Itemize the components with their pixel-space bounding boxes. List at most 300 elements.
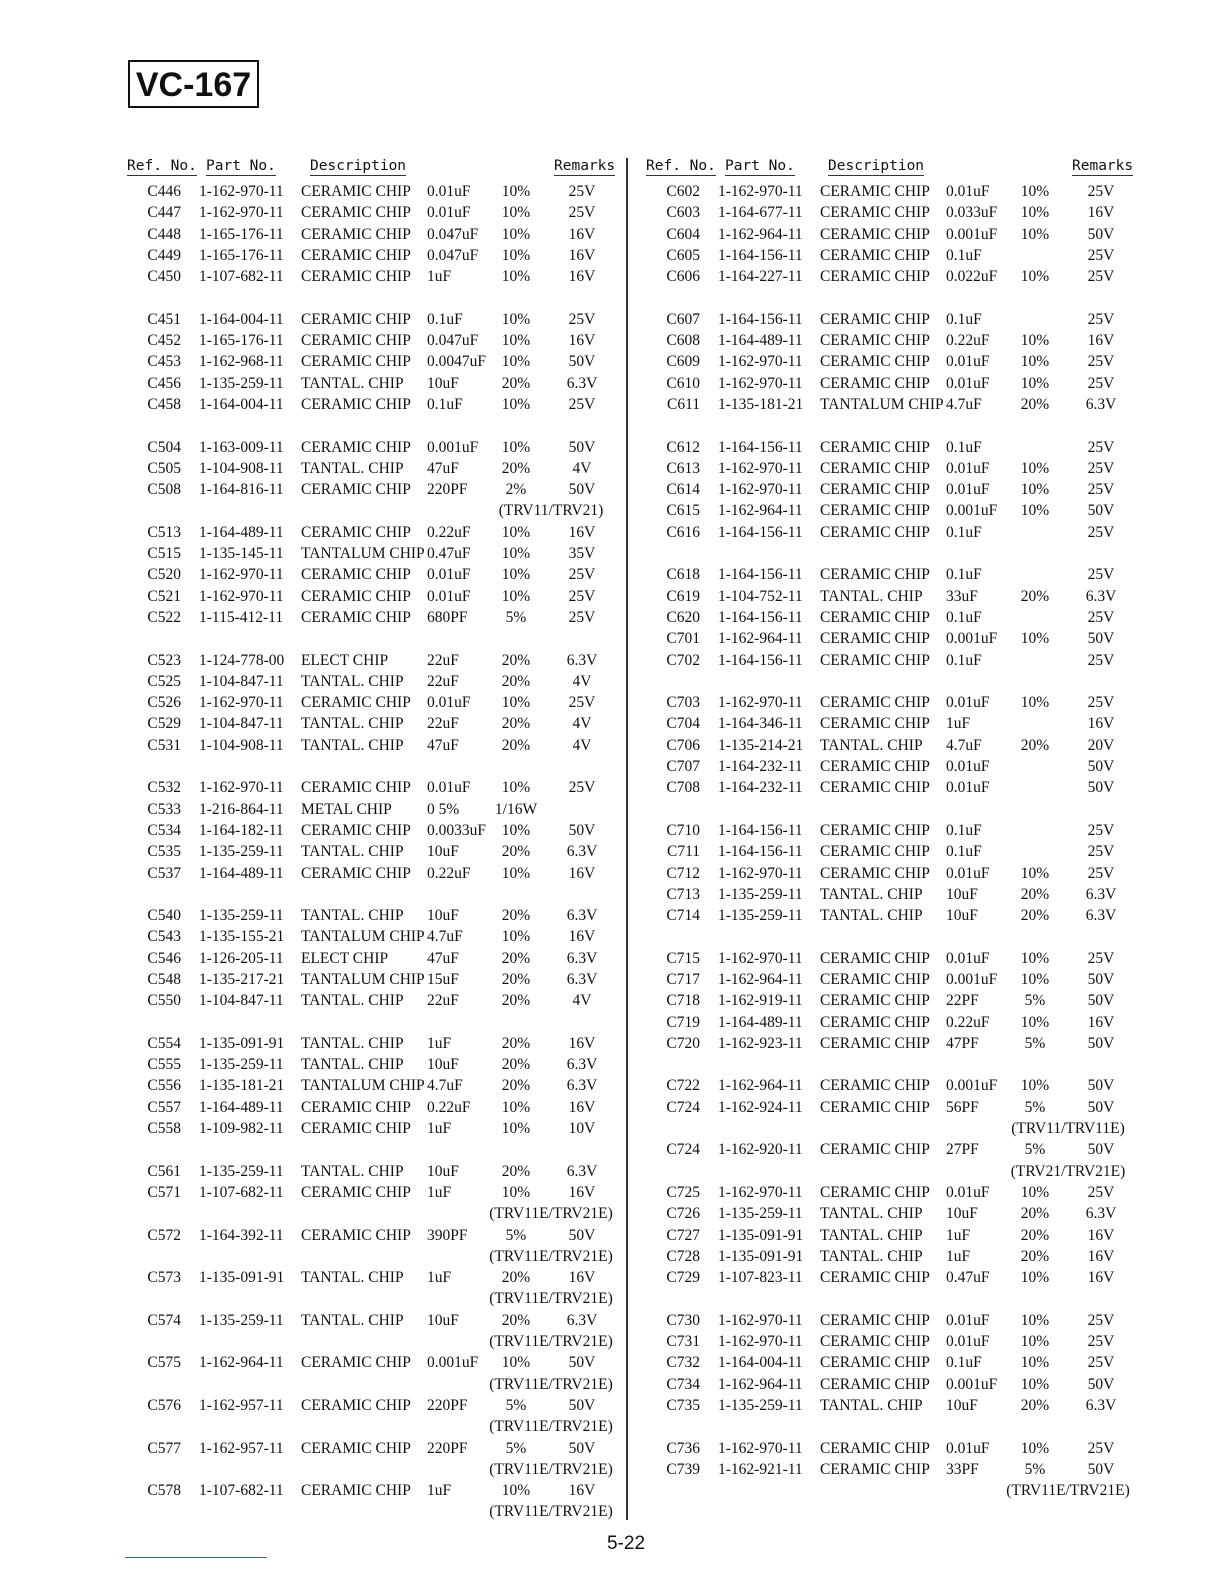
- ref-number: C557: [147, 1098, 181, 1116]
- tolerance: 10%: [1020, 1269, 1050, 1287]
- tolerance: 10%: [1020, 630, 1050, 648]
- description: TANTAL. CHIP: [301, 1269, 404, 1287]
- table-row: [127, 544, 617, 565]
- voltage: 6.3V: [566, 651, 598, 669]
- voltage: 50V: [1087, 779, 1115, 797]
- voltage: 25V: [1087, 1333, 1115, 1351]
- tolerance: 10%: [501, 587, 531, 605]
- value: 0.1uF: [946, 821, 982, 839]
- description: TANTAL. CHIP: [301, 459, 404, 477]
- part-number: 1-135-181-21: [199, 1077, 285, 1095]
- table-row: [646, 1311, 1136, 1332]
- header-remarks: Remarks: [554, 158, 616, 174]
- description: CERAMIC CHIP: [301, 481, 411, 499]
- remark-note: [127, 1417, 617, 1438]
- ref-number: C728: [666, 1247, 700, 1265]
- description: CERAMIC CHIP: [301, 1120, 411, 1138]
- description: CERAMIC CHIP: [820, 1077, 930, 1095]
- part-number: 1-135-214-21: [718, 736, 804, 754]
- ref-number: C447: [147, 204, 181, 222]
- row-spacer: [127, 885, 617, 906]
- tolerance: 10%: [1020, 970, 1050, 988]
- description: TANTALUM CHIP: [301, 545, 425, 563]
- part-number: 1-104-752-11: [718, 587, 803, 605]
- description: TANTAL. CHIP: [820, 885, 923, 903]
- table-row: [646, 991, 1136, 1012]
- tolerance: 5%: [505, 608, 527, 626]
- part-number: 1-162-921-11: [718, 1460, 803, 1478]
- value: 0.01uF: [946, 459, 990, 477]
- part-number: 1-163-009-11: [199, 438, 284, 456]
- voltage: 50V: [1087, 992, 1115, 1010]
- tolerance: 5%: [1024, 1034, 1046, 1052]
- ref-number: C618: [666, 566, 700, 584]
- table-row: [646, 225, 1136, 246]
- header-remarks: Remarks: [1072, 158, 1134, 174]
- tolerance: 10%: [1020, 864, 1050, 882]
- tolerance: 20%: [501, 736, 531, 754]
- tolerance: 10%: [501, 779, 531, 797]
- description: CERAMIC CHIP: [301, 183, 411, 200]
- voltage: 25V: [1087, 246, 1115, 264]
- part-number: 1-164-156-11: [718, 246, 803, 264]
- part-number: 1-162-920-11: [718, 1141, 803, 1159]
- ref-number: C734: [666, 1375, 700, 1393]
- table-row: [127, 523, 617, 544]
- table-row: [127, 182, 617, 203]
- part-number: 1-165-176-11: [199, 225, 284, 243]
- tolerance: 20%: [501, 970, 531, 988]
- value: 0.01uF: [946, 1311, 990, 1329]
- ref-number: C543: [147, 928, 181, 946]
- ref-number: C735: [666, 1396, 700, 1414]
- description: TANTAL. CHIP: [301, 1162, 404, 1180]
- table-row: [646, 565, 1136, 586]
- voltage: 25V: [1087, 864, 1115, 882]
- tolerance: 20%: [1020, 395, 1050, 413]
- description: CERAMIC CHIP: [820, 1013, 930, 1031]
- tolerance: 10%: [501, 694, 531, 712]
- part-number: 1-164-004-11: [718, 1354, 803, 1372]
- voltage: 25V: [1087, 523, 1115, 541]
- description: CERAMIC CHIP: [301, 1396, 411, 1414]
- voltage: 50V: [568, 481, 596, 499]
- description: CERAMIC CHIP: [820, 183, 930, 200]
- model-title: VC-167: [128, 60, 259, 108]
- value: 22uF: [427, 992, 459, 1010]
- header-description: Description: [310, 158, 407, 174]
- table-row: [127, 225, 617, 246]
- row-spacer: [646, 672, 1136, 693]
- tolerance: 10%: [501, 438, 531, 456]
- part-number: 1-109-982-11: [199, 1120, 284, 1138]
- parts-list-left: [127, 155, 617, 1524]
- part-number: 1-164-182-11: [199, 821, 284, 839]
- value: 0.22uF: [946, 332, 990, 350]
- part-number: 1-164-156-11: [718, 651, 803, 669]
- voltage: 50V: [1087, 1375, 1115, 1393]
- table-row: [127, 310, 617, 331]
- ref-number: C537: [147, 864, 181, 882]
- ref-number: C603: [666, 204, 700, 222]
- part-number: 1-162-957-11: [199, 1439, 284, 1457]
- remark-note: [646, 1119, 1136, 1140]
- value: 0.047uF: [427, 246, 479, 264]
- tolerance: 10%: [501, 225, 531, 243]
- ref-number: C529: [147, 715, 181, 733]
- table-row: [646, 523, 1136, 544]
- description: TANTAL. CHIP: [820, 1226, 923, 1244]
- part-number: 1-135-259-11: [199, 1162, 284, 1180]
- table-row: [127, 203, 617, 224]
- ref-number: C522: [147, 608, 181, 626]
- value: 0.47uF: [946, 1269, 990, 1287]
- remark-note: [127, 1332, 617, 1353]
- part-number: 1-162-968-11: [199, 353, 284, 371]
- tolerance: 10%: [1020, 183, 1050, 200]
- table-row: [127, 864, 617, 885]
- table-row: [127, 1119, 617, 1140]
- voltage: 16V: [1087, 1013, 1115, 1031]
- value: 0.1uF: [946, 246, 982, 264]
- tolerance: 10%: [1020, 459, 1050, 477]
- ref-number: C533: [147, 800, 181, 818]
- part-number: 1-104-908-11: [199, 459, 284, 477]
- part-number: 1-162-970-11: [199, 779, 284, 797]
- ref-number: C722: [666, 1077, 700, 1095]
- ref-number: C701: [666, 630, 700, 648]
- table-row: [646, 842, 1136, 863]
- ref-number: C505: [147, 459, 181, 477]
- description: CERAMIC CHIP: [301, 353, 411, 371]
- value: 0.01uF: [946, 1183, 990, 1201]
- value: 10uF: [946, 885, 978, 903]
- voltage: 4V: [572, 736, 592, 754]
- table-row: [646, 778, 1136, 799]
- part-number: 1-165-176-11: [199, 246, 284, 264]
- table-row: [646, 182, 1136, 203]
- voltage: 6.3V: [1085, 885, 1117, 903]
- ref-number: C534: [147, 821, 181, 839]
- table-row: [127, 714, 617, 735]
- part-number: 1-135-259-11: [718, 907, 803, 925]
- part-number: 1-115-412-11: [199, 608, 284, 626]
- value: 220PF: [427, 1396, 468, 1414]
- tolerance: 10%: [501, 1354, 531, 1372]
- part-number: 1-135-259-11: [199, 1056, 284, 1074]
- table-row: [127, 1311, 617, 1332]
- voltage: 25V: [1087, 843, 1115, 861]
- remark-note-text: (TRV21/TRV21E): [1010, 1162, 1126, 1180]
- remark-note-text: (TRV11E/TRV21E): [489, 1290, 613, 1308]
- ref-number: C732: [666, 1354, 700, 1372]
- voltage: 16V: [568, 332, 596, 350]
- part-number: 1-164-156-11: [718, 843, 803, 861]
- table-row: [127, 480, 617, 501]
- voltage: 50V: [1087, 970, 1115, 988]
- voltage: 25V: [1087, 183, 1115, 200]
- part-number: 1-164-232-11: [718, 758, 803, 776]
- part-number: 1-162-964-11: [718, 225, 803, 243]
- voltage: 6.3V: [566, 843, 598, 861]
- tolerance: 20%: [1020, 885, 1050, 903]
- table-row: [646, 1439, 1136, 1460]
- ref-number: C711: [666, 843, 700, 861]
- ref-number: C452: [147, 332, 181, 350]
- ref-number: C515: [147, 545, 181, 563]
- table-row: [646, 693, 1136, 714]
- value: 0.01uF: [946, 758, 990, 776]
- tolerance: 5%: [1024, 1460, 1046, 1478]
- description: CERAMIC CHIP: [820, 374, 930, 392]
- table-row: [646, 331, 1136, 352]
- voltage: 6.3V: [566, 907, 598, 925]
- ref-number: C708: [666, 779, 700, 797]
- voltage: 25V: [1087, 694, 1115, 712]
- description: CERAMIC CHIP: [301, 608, 411, 626]
- table-row: [646, 267, 1136, 288]
- parts-list-right: [646, 155, 1136, 1502]
- table-row: [127, 991, 617, 1012]
- value: 0.033uF: [946, 204, 998, 222]
- ref-number: C448: [147, 225, 181, 243]
- part-number: 1-164-489-11: [718, 332, 803, 350]
- value: 1uF: [946, 1247, 971, 1265]
- part-number: 1-162-923-11: [718, 1034, 803, 1052]
- ref-number: C606: [666, 268, 700, 286]
- ref-number: C611: [666, 395, 700, 413]
- description: CERAMIC CHIP: [301, 1482, 411, 1500]
- ref-number: C540: [147, 907, 181, 925]
- ref-number: C556: [147, 1077, 181, 1095]
- description: TANTALUM CHIP: [301, 928, 425, 946]
- part-number: 1-135-259-11: [199, 1311, 284, 1329]
- tolerance: 10%: [1020, 1354, 1050, 1372]
- voltage: 16V: [568, 1183, 596, 1201]
- part-number: 1-164-227-11: [718, 268, 803, 286]
- description: CERAMIC CHIP: [820, 353, 930, 371]
- value: 0.01uF: [427, 779, 471, 797]
- tolerance: 10%: [501, 523, 531, 541]
- ref-number: C520: [147, 566, 181, 584]
- tolerance: 10%: [1020, 204, 1050, 222]
- tolerance: 10%: [501, 864, 531, 882]
- description: CERAMIC CHIP: [301, 1439, 411, 1457]
- value: 0.01uF: [946, 779, 990, 797]
- ref-number: C739: [666, 1460, 700, 1478]
- voltage: 25V: [1087, 310, 1115, 328]
- description: CERAMIC CHIP: [301, 694, 411, 712]
- ref-number: C525: [147, 672, 181, 690]
- value: 1uF: [946, 715, 971, 733]
- value: 0.47uF: [427, 545, 471, 563]
- description: CERAMIC CHIP: [820, 1439, 930, 1457]
- table-row: [127, 608, 617, 629]
- tolerance: 20%: [501, 843, 531, 861]
- table-row: [646, 438, 1136, 459]
- voltage: 50V: [568, 1396, 596, 1414]
- description: CERAMIC CHIP: [301, 523, 411, 541]
- description: CERAMIC CHIP: [301, 587, 411, 605]
- voltage: 25V: [1087, 459, 1115, 477]
- part-number: 1-135-181-21: [718, 395, 804, 413]
- value: 0.01uF: [946, 864, 990, 882]
- ref-number: C532: [147, 779, 181, 797]
- tolerance: 20%: [1020, 587, 1050, 605]
- description: CERAMIC CHIP: [820, 502, 930, 520]
- table-row: [127, 1076, 617, 1097]
- description: CERAMIC CHIP: [301, 1098, 411, 1116]
- part-number: 1-164-156-11: [718, 523, 803, 541]
- voltage: 25V: [1087, 374, 1115, 392]
- voltage: 6.3V: [1085, 1205, 1117, 1223]
- ref-number: C703: [666, 694, 700, 712]
- part-number: 1-135-259-11: [718, 1205, 803, 1223]
- voltage: 6.3V: [566, 1056, 598, 1074]
- ref-number: C706: [666, 736, 700, 754]
- voltage: 20V: [1087, 736, 1115, 754]
- table-row: [646, 651, 1136, 672]
- ref-number: C449: [147, 246, 181, 264]
- description: CERAMIC CHIP: [301, 821, 411, 839]
- part-number: 1-216-864-11: [199, 800, 284, 818]
- voltage: 50V: [568, 821, 596, 839]
- value: 0.1uF: [946, 1354, 982, 1372]
- value: 0.1uF: [946, 651, 982, 669]
- table-row: [127, 778, 617, 799]
- voltage: 6.3V: [566, 1077, 598, 1095]
- part-number: 1-135-259-11: [199, 843, 284, 861]
- part-number: 1-162-970-11: [718, 353, 803, 371]
- ref-number: C613: [666, 459, 700, 477]
- table-row: [127, 970, 617, 991]
- table-row: [127, 331, 617, 352]
- tolerance: 10%: [1020, 949, 1050, 967]
- tolerance: 20%: [1020, 907, 1050, 925]
- voltage: 16V: [568, 246, 596, 264]
- ref-number: C726: [666, 1205, 700, 1223]
- ref-number: C608: [666, 332, 700, 350]
- voltage: 50V: [1087, 1460, 1115, 1478]
- table-row: [646, 1076, 1136, 1097]
- ref-number: C526: [147, 694, 181, 712]
- tolerance: 20%: [501, 1162, 531, 1180]
- voltage: 16V: [568, 1482, 596, 1500]
- part-number: 1-135-145-11: [199, 545, 284, 563]
- value: 33uF: [946, 587, 978, 605]
- description: CERAMIC CHIP: [301, 779, 411, 797]
- description: CERAMIC CHIP: [820, 821, 930, 839]
- row-spacer: [646, 288, 1136, 309]
- tolerance: 10%: [1020, 1183, 1050, 1201]
- ref-number: C577: [147, 1439, 181, 1457]
- table-row: [646, 395, 1136, 416]
- tolerance: 10%: [501, 246, 531, 264]
- ref-number: C446: [147, 183, 181, 200]
- table-row: [646, 1353, 1136, 1374]
- value: 4.7uF: [427, 928, 463, 946]
- ref-number: C575: [147, 1354, 181, 1372]
- row-spacer: [646, 1417, 1136, 1438]
- description: CERAMIC CHIP: [301, 1226, 411, 1244]
- part-number: 1-135-155-21: [199, 928, 285, 946]
- description: CERAMIC CHIP: [820, 694, 930, 712]
- ref-number: C572: [147, 1226, 181, 1244]
- value: 15uF: [427, 970, 459, 988]
- tolerance: 20%: [501, 1034, 531, 1052]
- value: 1uF: [427, 1269, 452, 1287]
- table-row: [646, 310, 1136, 331]
- table-row: [127, 352, 617, 373]
- remark-note: [127, 1289, 617, 1310]
- part-number: 1-135-091-91: [718, 1247, 804, 1265]
- part-number: 1-164-156-11: [718, 566, 803, 584]
- row-spacer: [646, 800, 1136, 821]
- part-number: 1-104-847-11: [199, 672, 284, 690]
- part-number: 1-135-091-91: [718, 1226, 804, 1244]
- ref-number: C725: [666, 1183, 700, 1201]
- part-number: 1-162-964-11: [718, 630, 803, 648]
- description: TANTAL. CHIP: [301, 1056, 404, 1074]
- value: 0.022uF: [946, 268, 998, 286]
- value: 0.01uF: [946, 183, 990, 200]
- table-row: [646, 1204, 1136, 1225]
- part-number: 1-162-970-11: [718, 1311, 803, 1329]
- table-row: [127, 927, 617, 948]
- table-row: [646, 1183, 1136, 1204]
- value: 4.7uF: [427, 1077, 463, 1095]
- ref-number: C578: [147, 1482, 181, 1500]
- description: CERAMIC CHIP: [820, 566, 930, 584]
- part-number: 1-135-259-11: [199, 907, 284, 925]
- value: 0.22uF: [427, 523, 471, 541]
- tolerance: 10%: [501, 566, 531, 584]
- row-spacer: [127, 288, 617, 309]
- voltage: 6.3V: [566, 949, 598, 967]
- table-row: [646, 501, 1136, 522]
- table-row: [646, 1375, 1136, 1396]
- table-row: [646, 864, 1136, 885]
- value: 0.01uF: [946, 1333, 990, 1351]
- tolerance: 10%: [1020, 268, 1050, 286]
- value: 22uF: [427, 651, 459, 669]
- description: TANTALUM CHIP: [820, 395, 944, 413]
- tolerance: 10%: [501, 183, 531, 200]
- tolerance: 10%: [501, 395, 531, 413]
- part-number: 1-162-964-11: [718, 502, 803, 520]
- value: 56PF: [946, 1098, 979, 1116]
- ref-number: C513: [147, 523, 181, 541]
- ref-number: C573: [147, 1269, 181, 1287]
- value: 680PF: [427, 608, 468, 626]
- remark-note-text: (TRV11E/TRV21E): [1006, 1482, 1130, 1500]
- table-row: [127, 736, 617, 757]
- table-row: [646, 1332, 1136, 1353]
- tolerance: 5%: [1024, 1098, 1046, 1116]
- tolerance: 20%: [1020, 736, 1050, 754]
- description: CERAMIC CHIP: [820, 268, 930, 286]
- voltage: 50V: [568, 353, 596, 371]
- voltage: 16V: [568, 523, 596, 541]
- tolerance: 20%: [501, 907, 531, 925]
- table-row: [646, 714, 1136, 735]
- table-row: [646, 1226, 1136, 1247]
- description: CERAMIC CHIP: [820, 1183, 930, 1201]
- ref-number: C724: [666, 1141, 700, 1159]
- table-row: [127, 459, 617, 480]
- table-row: [646, 757, 1136, 778]
- ref-number: C604: [666, 225, 700, 243]
